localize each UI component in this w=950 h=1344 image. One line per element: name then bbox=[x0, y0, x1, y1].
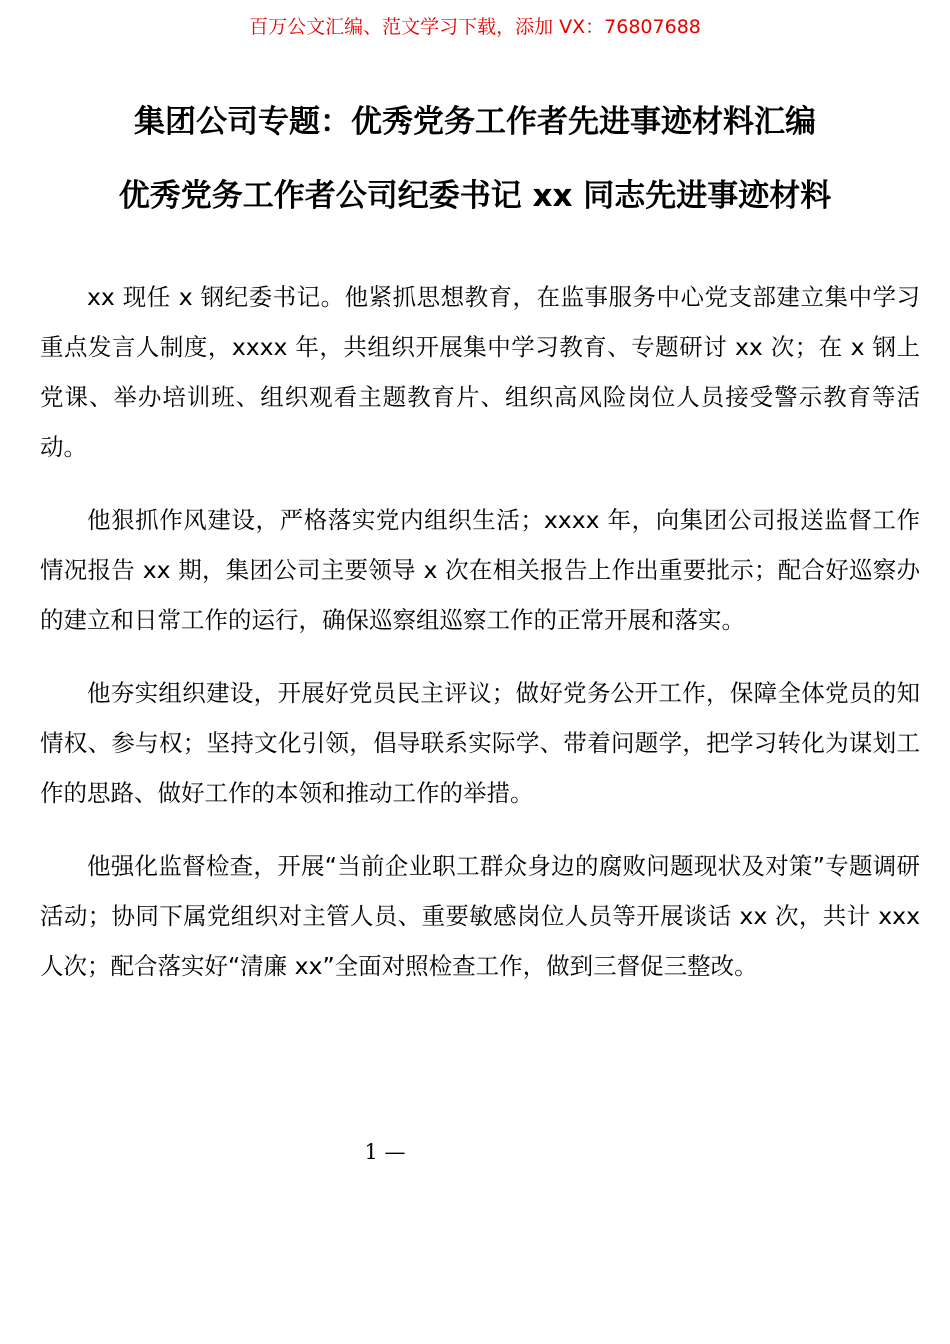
paragraph: 他狠抓作风建设，严格落实党内组织生活；xxxx 年，向集团公司报送监督工作情况报告 xx 期，集团公司主要领导 x 次在相关报告上作出重要批示；配合好巡察办的建立和日常工作的运行，确保巡察组巡察工作的正常开展和落实。 bbox=[40, 506, 920, 634]
paragraph: 他夯实组织建设，开展好党员民主评议；做好党务公开工作，保障全体党员的知情权、参与权；坚持文化引领，倡导联系实际学、带着问题学，把学习转化为谋划工作的思路、做好工作的本领和推动工作的举措。 bbox=[40, 679, 920, 807]
paragraph: xx 现任 x 钢纪委书记。他紧抓思想教育，在监事服务中心党支部建立集中学习重点发言人制度，xxxx 年，共组织开展集中学习教育、专题研讨 xx 次；在 x 钢上党课、举办培训班、组织观看主题教育片、组织高风险岗位人员接受警示教育等活动。 bbox=[40, 283, 920, 461]
document-title: 集团公司专题：优秀党务工作者先进事迹材料汇编 bbox=[134, 104, 816, 140]
document-subtitle: 优秀党务工作者公司纪委书记 xx 同志先进事迹材料 bbox=[118, 178, 832, 214]
page-number: 1 — bbox=[364, 1140, 406, 1164]
document-body bbox=[40, 272, 920, 1014]
header-banner: 百万公文汇编、范文学习下载，添加 VX：76807688 bbox=[249, 16, 701, 38]
paragraph: 他强化监督检查，开展“当前企业职工群众身边的腐败问题现状及对策”专题调研活动；协同下属党组织对主管人员、重要敏感岗位人员等开展谈话 xx 次，共计 xxx 人次；配合落实好“清廉 xx”全面对照检查工作，做到三督促三整改。 bbox=[40, 852, 920, 980]
